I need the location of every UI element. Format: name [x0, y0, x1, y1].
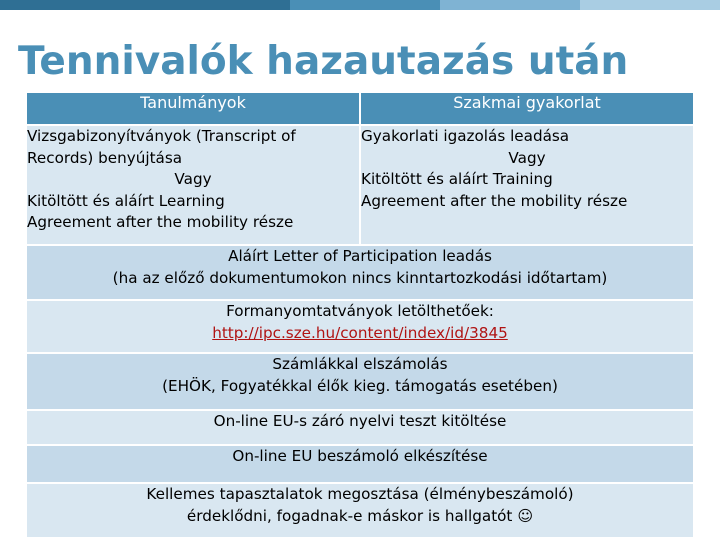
eu-report-row — [27, 445, 693, 483]
table-row — [27, 410, 693, 445]
table-row — [27, 445, 693, 483]
cell-line: Kitöltött és aláírt Training — [361, 170, 553, 188]
cell-line: Records) benyújtása — [27, 148, 183, 167]
table-row — [27, 245, 693, 300]
top-bar-segment — [0, 0, 290, 10]
table-header-row — [27, 93, 693, 125]
row-text: Számlákkal elszámolás — [272, 355, 448, 373]
forms-download-link[interactable]: http://ipc.sze.hu/content/index/id/3845 — [212, 323, 508, 342]
row-text: Kellemes tapasztalatok megosztása (élménybeszámoló) — [146, 485, 574, 503]
studies-cell — [27, 125, 360, 245]
todo-table — [27, 93, 693, 537]
top-bar-segment — [580, 0, 720, 10]
experience-sharing-row — [27, 483, 693, 537]
cell-line: Gyakorlati igazolás leadása — [361, 127, 570, 145]
top-bar-segment — [440, 0, 580, 10]
header-internship: Szakmai gyakorlat — [360, 93, 693, 125]
cell-line: Vizsgabizonyítványok (Transcript of — [27, 127, 296, 145]
table-row — [27, 483, 693, 537]
cell-line: Vagy — [508, 148, 546, 167]
row-text: (ha az előző dokumentumokon nincs kinntartozkodási időtartam) — [112, 268, 608, 287]
row-text: (EHÖK, Fogyatékkal élők kieg. támogatás esetében) — [162, 376, 558, 395]
table-row — [27, 300, 693, 353]
invoice-settlement-row — [27, 353, 693, 410]
language-test-row — [27, 410, 693, 445]
table-row — [27, 353, 693, 410]
cell-line: Vagy — [174, 170, 212, 188]
table-row — [27, 125, 693, 245]
cell-line: Agreement after the mobility része — [361, 191, 628, 210]
slide-title: Tennivalók hazautazás után — [18, 39, 629, 84]
cell-line: Kitöltött és aláírt Learning — [27, 191, 225, 210]
row-text: On-line EU beszámoló elkészítése — [232, 447, 488, 465]
top-bar-segment — [290, 0, 440, 10]
row-text: On-line EU-s záró nyelvi teszt kitöltése — [213, 412, 507, 430]
letter-of-participation-row — [27, 245, 693, 300]
header-studies: Tanulmányok — [27, 93, 360, 125]
internship-cell — [360, 125, 693, 245]
forms-download-row — [27, 300, 693, 353]
decorative-top-bar — [0, 0, 720, 10]
row-text: Aláírt Letter of Participation leadás — [228, 247, 492, 265]
cell-line: Agreement after the mobility része — [27, 213, 294, 231]
row-text: Formanyomtatványok letölthetőek: — [226, 302, 494, 320]
row-text: érdeklődni, fogadnak-e máskor is hallgatót ☺ — [186, 506, 534, 525]
